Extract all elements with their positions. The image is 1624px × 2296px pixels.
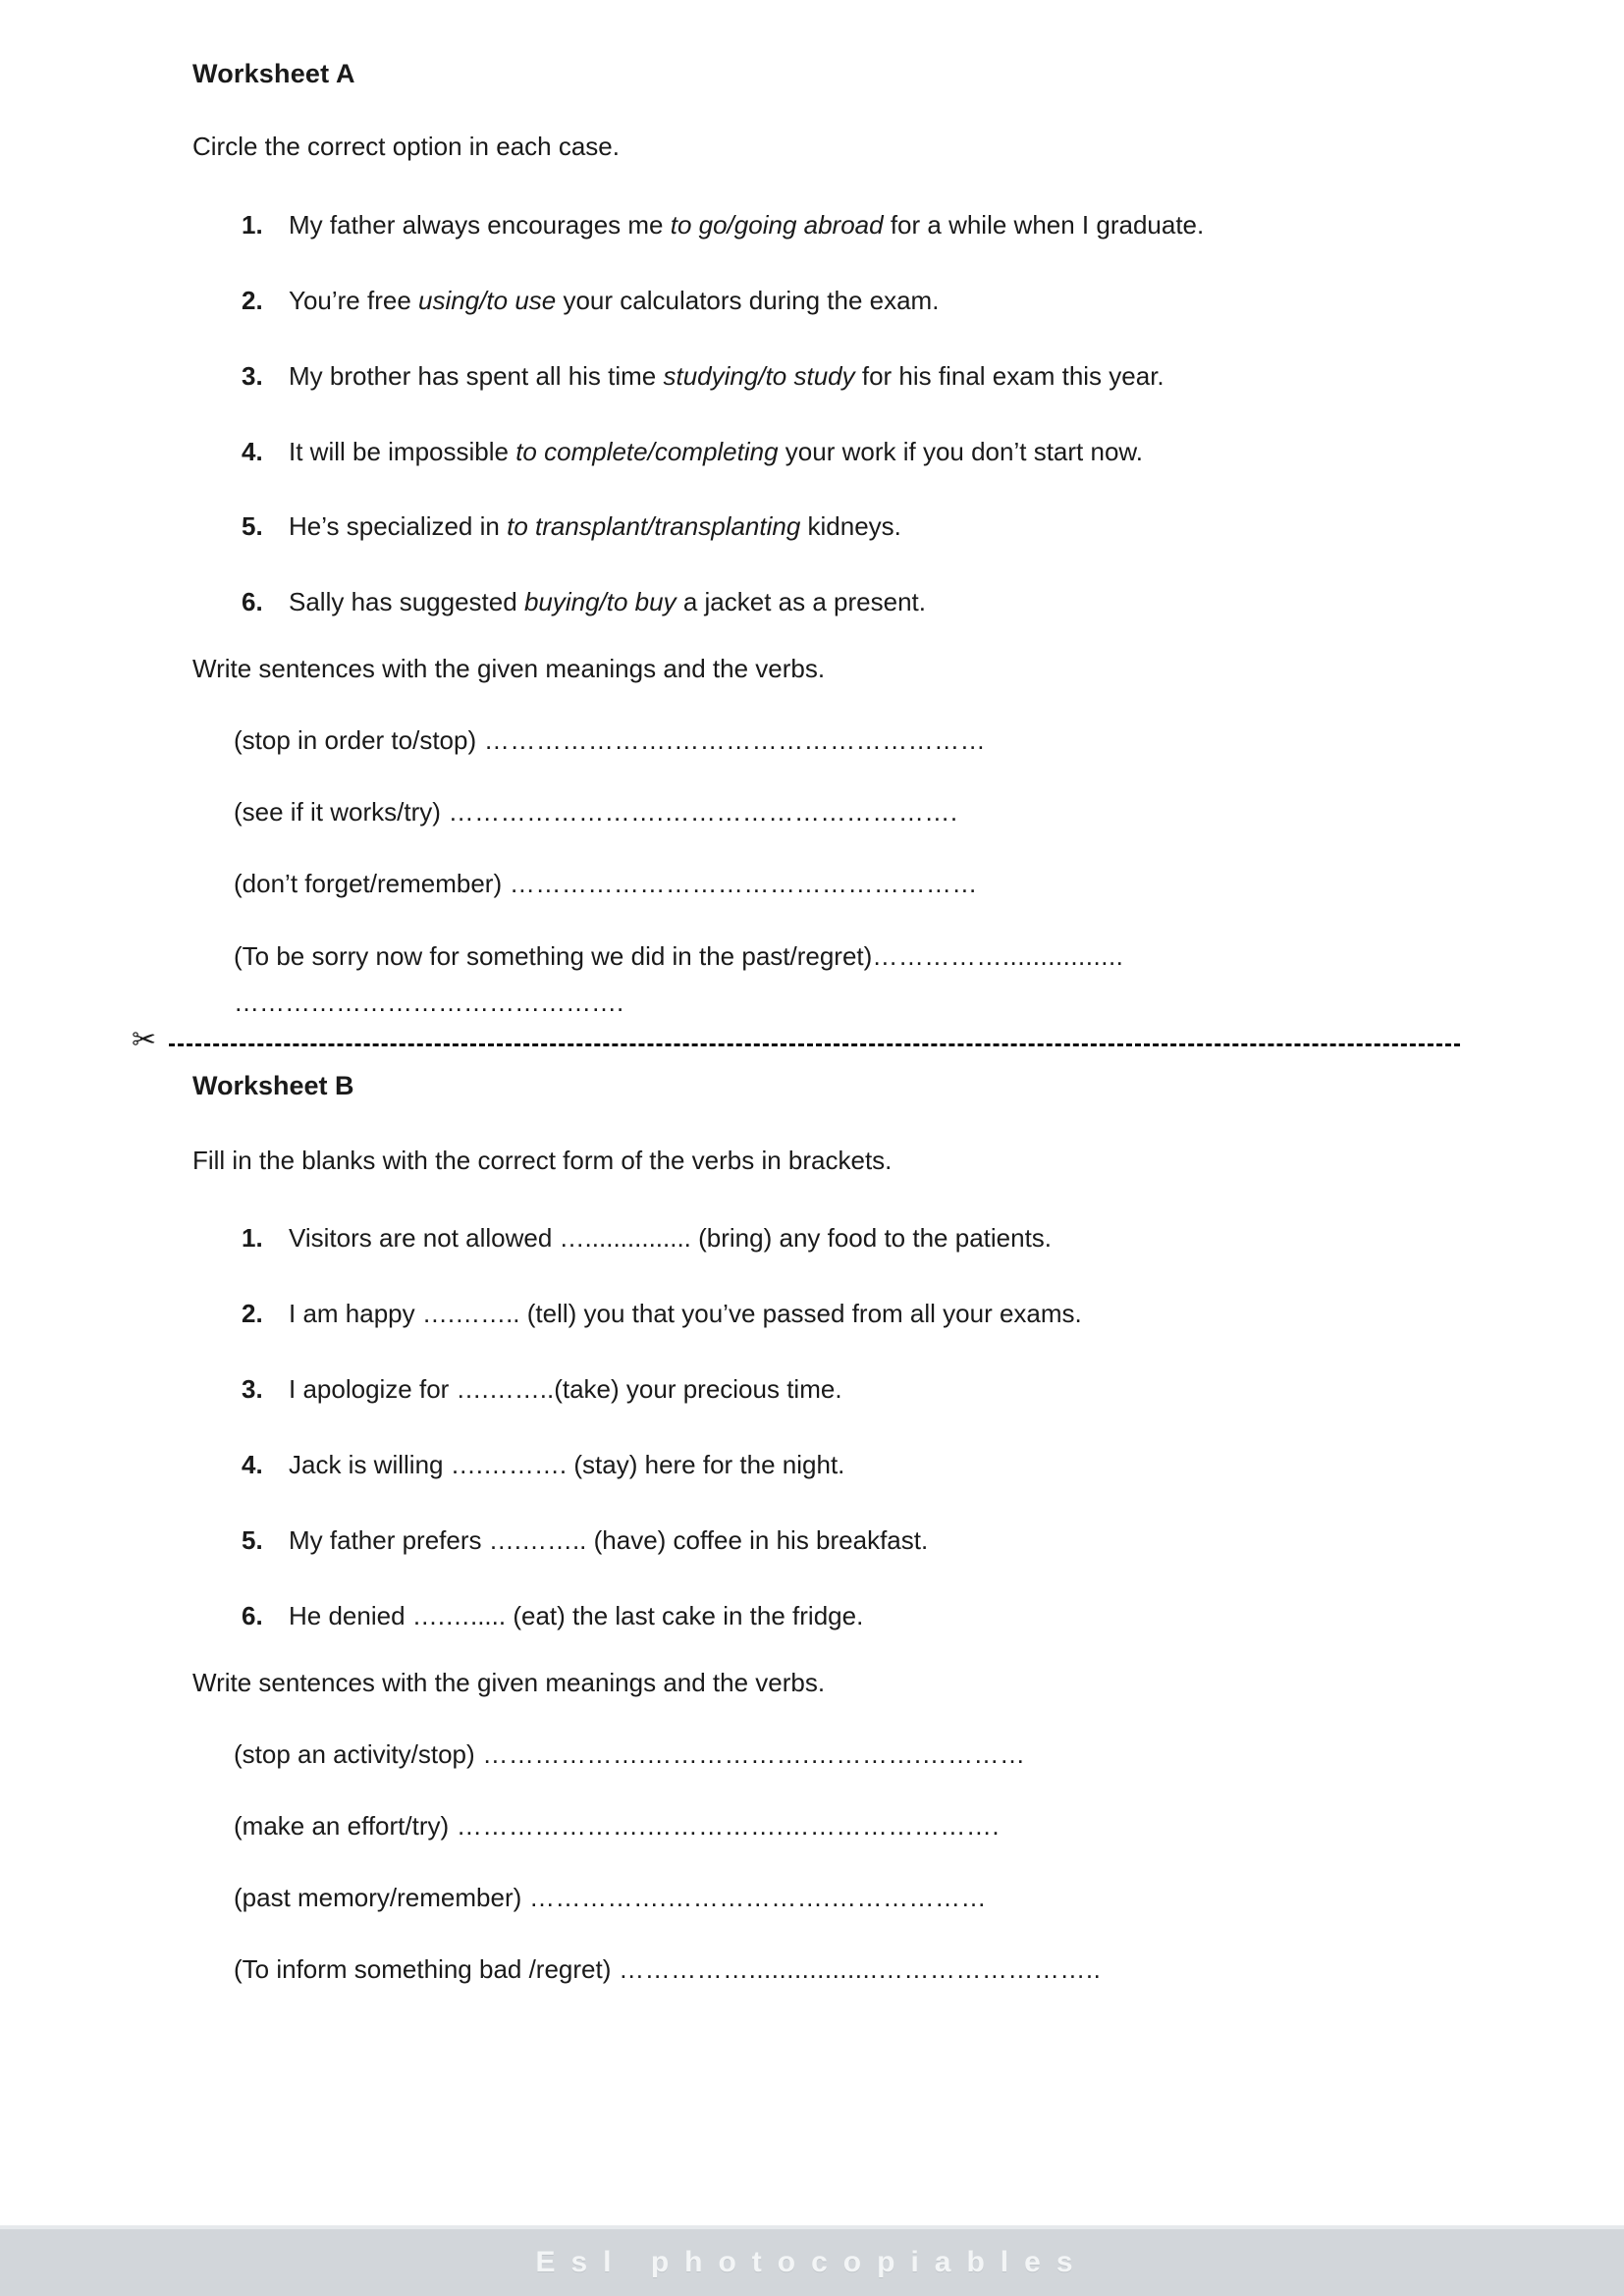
blank-label: (To inform something bad /regret) [234, 1954, 612, 1985]
question-number: 4. [242, 436, 263, 466]
blank-dots: …………….................…………………….. [611, 1954, 1102, 1985]
question-number: 1. [242, 1223, 263, 1254]
question-options: to go/going abroad [670, 209, 884, 240]
question-text-post: for a while when I graduate. [883, 209, 1205, 240]
worksheet-a-blank-list [192, 723, 1459, 973]
blank-line-item[interactable] [192, 1952, 1459, 1987]
blank-dots: ……………….……………….………….………… [474, 1738, 1026, 1769]
question-number: 3. [242, 1374, 263, 1405]
question-text-pre: It will be impossible [289, 436, 516, 466]
blank-line-item[interactable] [192, 723, 1459, 758]
question-text-post: your calculators during the exam. [556, 285, 940, 315]
blank-line-item[interactable] [192, 1881, 1459, 1915]
page-content [132, 59, 1459, 2024]
question-text-pre: You’re free [289, 285, 419, 315]
blank-line-item[interactable] [192, 1737, 1459, 1772]
question-text-post: your work if you don’t start now. [778, 436, 1143, 466]
worksheet-b-question-list [192, 1220, 1459, 1633]
blank-line-item[interactable] [192, 939, 1459, 974]
footer-brand-text: Esl photocopiables [535, 2246, 1089, 2278]
blank-dots: ……………................ [872, 940, 1124, 971]
cut-divider [132, 1023, 1459, 1065]
blank-label: (To be sorry now for something we did in the past/regret) [234, 940, 873, 971]
blank-wrap-dots: ………………………………………. [234, 987, 624, 1017]
question-number: 6. [242, 587, 263, 617]
question-item [192, 508, 1459, 545]
question-item [192, 1522, 1459, 1559]
blank-label: (don’t forget/remember) [234, 869, 503, 899]
blank-dots: …………………….……………………………. [440, 797, 958, 828]
blank-dots: …………….……………….……………… [521, 1883, 987, 1913]
question-number: 1. [242, 209, 263, 240]
question-text-post: a jacket as a present. [676, 587, 926, 617]
question-text: I am happy ….…….. (tell) you that you’ve passed from all your exams. [289, 1299, 1082, 1329]
question-text-pre: He’s specialized in [289, 511, 508, 542]
question-options: studying/to study [663, 360, 855, 391]
worksheet-b-instruction: Fill in the blanks with the correct form of the verbs in brackets. [192, 1145, 893, 1175]
question-item [192, 434, 1459, 470]
blank-dots: ………………….……………………………… [476, 725, 987, 756]
worksheet-b-write-instruction: Write sentences with the given meanings and the verbs. [192, 1667, 826, 1697]
blank-label: (past memory/remember) [234, 1883, 522, 1913]
question-number: 5. [242, 1525, 263, 1556]
question-number: 2. [242, 1299, 263, 1329]
blank-dots: ……………………………………………… [502, 869, 978, 899]
blank-label: (stop in order to/stop) [234, 725, 477, 756]
question-item [192, 1447, 1459, 1483]
question-item [192, 358, 1459, 395]
question-text: Visitors are not allowed …............... (bring) any food to the patients. [289, 1223, 1053, 1254]
worksheet-a-section [192, 59, 1459, 1018]
question-number: 6. [242, 1600, 263, 1630]
question-item [192, 1598, 1459, 1634]
scissors-icon: ✂ [132, 1023, 157, 1056]
question-text: I apologize for ….……..(take) your precious time. [289, 1374, 842, 1405]
question-options: to transplant/transplanting [507, 511, 801, 542]
blank-label: (see if it works/try) [234, 797, 441, 828]
question-item [192, 1296, 1459, 1332]
worksheet-a-title: Worksheet A [192, 59, 355, 88]
question-number: 3. [242, 360, 263, 391]
question-options: using/to use [418, 285, 557, 315]
question-options: to complete/completing [515, 436, 779, 466]
question-text-pre: My father always encourages me [289, 209, 671, 240]
blank-line-item[interactable] [192, 795, 1459, 829]
question-item [192, 283, 1459, 319]
question-number: 2. [242, 285, 263, 315]
question-text: My father prefers ….…….. (have) coffee in his breakfast. [289, 1525, 929, 1556]
question-text-post: kidneys. [800, 511, 901, 542]
question-item [192, 1220, 1459, 1256]
question-options: buying/to buy [523, 587, 677, 617]
dashed-cut-line [169, 1043, 1460, 1046]
question-text: Jack is willing ….………. (stay) here for the night. [289, 1450, 845, 1480]
worksheet-a-instruction: Circle the correct option in each case. [192, 132, 620, 161]
footer-brand-band [0, 2225, 1624, 2296]
blank-dots: ………………….…………….……………………. [449, 1810, 1001, 1841]
worksheet-b-section [192, 1071, 1459, 1988]
worksheet-b-title: Worksheet B [192, 1070, 354, 1100]
question-item [192, 1371, 1459, 1408]
question-text-pre: Sally has suggested [289, 587, 524, 617]
worksheet-b-blank-list [192, 1737, 1459, 1987]
blank-line-item[interactable] [192, 1809, 1459, 1843]
worksheet-a-write-instruction: Write sentences with the given meanings and the verbs. [192, 654, 826, 684]
blank-label: (stop an activity/stop) [234, 1738, 475, 1769]
question-text-post: for his final exam this year. [854, 360, 1164, 391]
question-item [192, 207, 1459, 243]
blank-label: (make an effort/try) [234, 1810, 450, 1841]
question-number: 4. [242, 1450, 263, 1480]
question-item [192, 584, 1459, 620]
blank-line-item[interactable] [192, 867, 1459, 901]
worksheet-a-question-list [192, 207, 1459, 620]
question-text: He denied ….…..... (eat) the last cake in the fridge. [289, 1600, 864, 1630]
question-number: 5. [242, 511, 263, 542]
question-text-pre: My brother has spent all his time [289, 360, 664, 391]
